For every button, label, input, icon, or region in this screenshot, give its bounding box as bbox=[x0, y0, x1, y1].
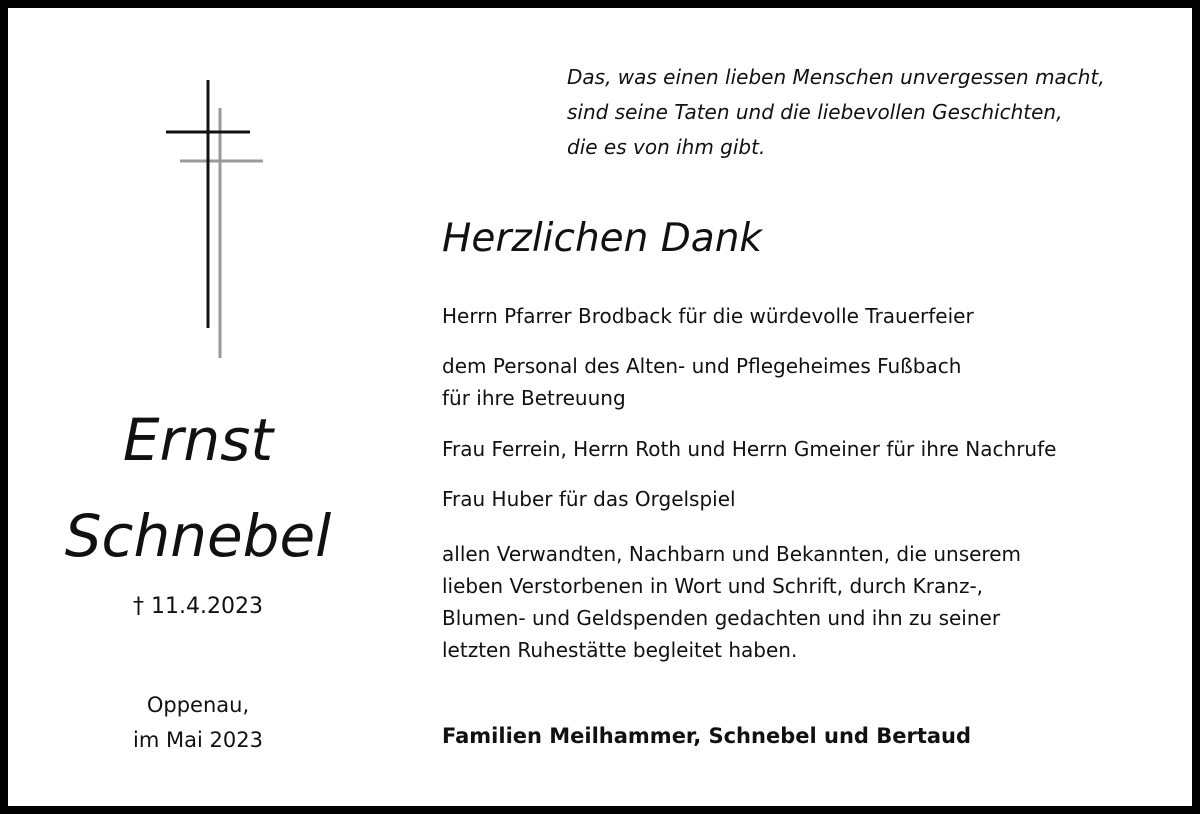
thanks-item bbox=[442, 433, 1056, 465]
place: Oppenau, bbox=[146, 693, 250, 717]
thanks-item bbox=[442, 538, 1021, 666]
month-date: im Mai 2023 bbox=[133, 728, 263, 752]
signature: Familien Meilhammer, Schnebel und Bertaud bbox=[442, 724, 972, 748]
deceased-last-name: Schnebel bbox=[64, 502, 332, 570]
thanks-item-line: für ihre Betreuung bbox=[442, 386, 626, 410]
thanks-item-line: dem Personal des Alten- und Pflegeheimes Fußbach bbox=[442, 354, 962, 378]
obituary-card bbox=[8, 8, 1192, 806]
cross-icon bbox=[8, 8, 308, 378]
death-date: † 11.4.2023 bbox=[133, 594, 263, 619]
quote-line: sind seine Taten und die liebevollen Geschichten, bbox=[567, 100, 1063, 124]
thanks-item bbox=[442, 350, 961, 414]
quote-line: die es von ihm gibt. bbox=[567, 135, 766, 159]
thanks-item-line: Frau Ferrein, Herrn Roth und Herrn Gmeiner für ihre Nachrufe bbox=[442, 437, 1057, 461]
thanks-item bbox=[442, 483, 736, 515]
thanks-item-line: Blumen- und Geldspenden gedachten und ihn zu seiner bbox=[442, 606, 1001, 630]
quote bbox=[567, 60, 1105, 165]
thanks-heading: Herzlichen Dank bbox=[442, 216, 762, 261]
thanks-item-line: Herrn Pfarrer Brodback für die würdevolle Trauerfeier bbox=[442, 304, 974, 328]
quote-line: Das, was einen lieben Menschen unvergessen macht, bbox=[567, 65, 1105, 89]
thanks-item bbox=[442, 300, 974, 332]
thanks-item-line: Frau Huber für das Orgelspiel bbox=[442, 487, 736, 511]
thanks-item-line: lieben Verstorbenen in Wort und Schrift, durch Kranz-, bbox=[442, 574, 984, 598]
place-date bbox=[8, 688, 388, 758]
thanks-item-line: allen Verwandten, Nachbarn und Bekannten, die unserem bbox=[442, 542, 1021, 566]
deceased-first-name: Ernst bbox=[122, 406, 274, 474]
thanks-item-line: letzten Ruhestätte begleitet haben. bbox=[442, 638, 798, 662]
